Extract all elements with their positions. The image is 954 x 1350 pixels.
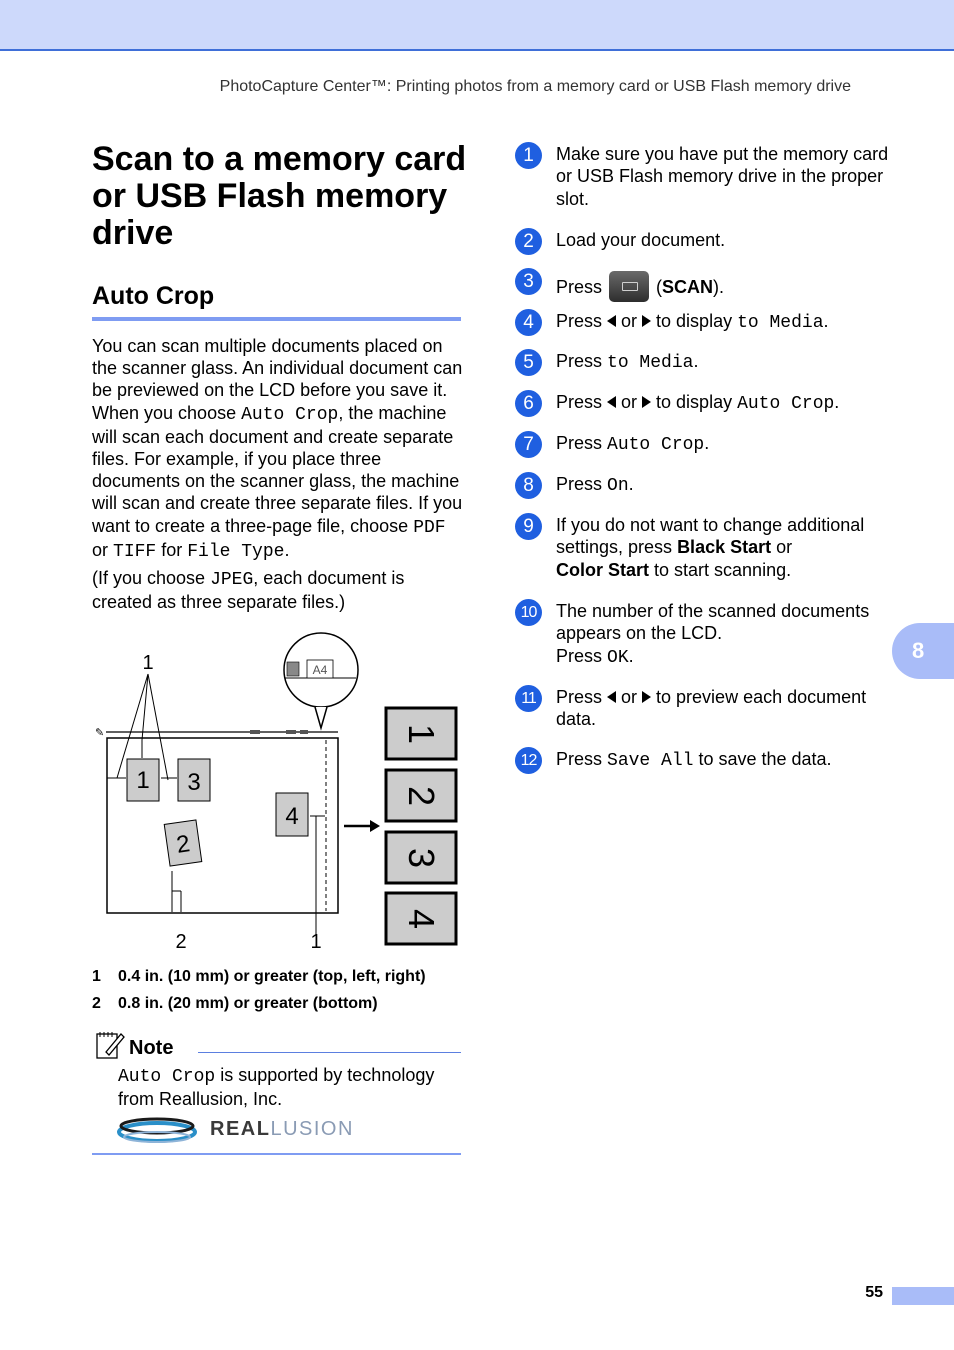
mono-text: JPEG	[210, 570, 254, 590]
mono-text: PDF	[413, 517, 446, 538]
doc-label-3: 3	[187, 769, 201, 796]
note-icon	[94, 1030, 126, 1060]
running-head: PhotoCapture Center™: Printing photos from a memory card or USB Flash memory drive	[219, 78, 851, 95]
jpeg-paragraph: (If you choose JPEG, each document is created as three separate files.)	[92, 568, 405, 613]
lcd-label: A4	[312, 663, 328, 677]
doc-label-1: 1	[136, 767, 150, 794]
step-text: Press or to display Auto Crop.	[556, 392, 840, 414]
step-number: 6	[515, 390, 542, 417]
step-number: 10	[515, 599, 542, 626]
scanner-icon: ✎	[95, 726, 105, 739]
page-number: 55	[865, 1284, 883, 1301]
mono-text: File Type	[187, 541, 285, 562]
mono-text: TIFF	[113, 541, 157, 562]
output-label-1: 1	[401, 723, 442, 745]
step-number: 1	[515, 142, 542, 169]
doc-label-2: 2	[174, 830, 192, 859]
legend-item: 2 0.8 in. (20 mm) or greater (bottom)	[92, 995, 378, 1012]
output-label-2: 2	[401, 785, 442, 807]
step-number: 7	[515, 431, 542, 458]
output-label-3: 3	[401, 847, 442, 869]
callout-top: 1	[142, 652, 154, 674]
intro-paragraph: You can scan multiple documents placed on the scanner glass. An individual document can be previewed on the LCD before you save it. When you choose Auto Crop, the machine will scan each document and create separate files. For example, if you place three documents on the scanner glass, the machine will scan and create three separate files. If you want to create a three-page file, choose PDF or TIFF for File Type.	[92, 336, 463, 562]
step-text: Load your document.	[556, 230, 726, 250]
step-text: The number of the scanned documents appears on the LCD. Press OK.	[556, 601, 870, 668]
output-label-4: 4	[401, 908, 442, 930]
callout-bottom-right: 1	[310, 931, 322, 953]
chapter-tab: 8	[892, 623, 954, 679]
page-number-bar	[892, 1287, 954, 1305]
note-title: Note	[129, 1037, 174, 1059]
doc-label-4: 4	[285, 803, 299, 830]
note-text: Auto Crop is supported by technology from Reallusion, Inc.	[118, 1065, 435, 1109]
step-number: 2	[515, 228, 542, 255]
step-text: Press Auto Crop.	[556, 433, 710, 455]
reallusion-logo-text: REALLUSION	[210, 1118, 354, 1140]
step-text: Press to Media.	[556, 351, 699, 373]
header-bar	[0, 0, 954, 51]
step-number: 5	[515, 349, 542, 376]
section-rule	[92, 317, 461, 321]
mono-text: Auto Crop	[241, 404, 339, 425]
step-text: Make sure you have put the memory card or USB Flash memory drive in the proper slot.	[556, 144, 889, 209]
step-number: 8	[515, 472, 542, 499]
section-heading: Auto Crop	[92, 282, 215, 310]
step-number: 9	[515, 513, 542, 540]
step-number: 4	[515, 309, 542, 336]
left-arrow-icon	[607, 691, 616, 703]
left-arrow-icon	[607, 396, 616, 408]
right-arrow-icon	[642, 396, 651, 408]
page-title: Scan to a memory card or USB Flash memory drive	[92, 140, 467, 252]
step-text: Press or to display to Media.	[556, 311, 829, 333]
step-text: Press On.	[556, 474, 634, 496]
note-bottom-rule	[92, 1153, 461, 1155]
step-text: Press (SCAN).	[556, 271, 896, 302]
step-number: 11	[515, 685, 542, 712]
right-arrow-icon	[642, 315, 651, 327]
step-text: Press Save All to save the data.	[556, 749, 832, 771]
scan-button-icon	[609, 271, 649, 302]
step-text: If you do not want to change additional settings, press Black Start or Color Start to start scanning.	[556, 515, 865, 580]
reallusion-logo-icon	[117, 1112, 199, 1146]
callout-bottom-left: 2	[175, 931, 187, 953]
legend-item: 1 0.4 in. (10 mm) or greater (top, left, right)	[92, 968, 426, 985]
note-rule	[198, 1052, 461, 1053]
right-arrow-icon	[642, 691, 651, 703]
step-number: 3	[515, 268, 542, 295]
auto-crop-figure	[88, 628, 468, 958]
step-number: 12	[515, 747, 542, 774]
step-text: Press or to preview each document data.	[556, 687, 867, 730]
left-arrow-icon	[607, 315, 616, 327]
